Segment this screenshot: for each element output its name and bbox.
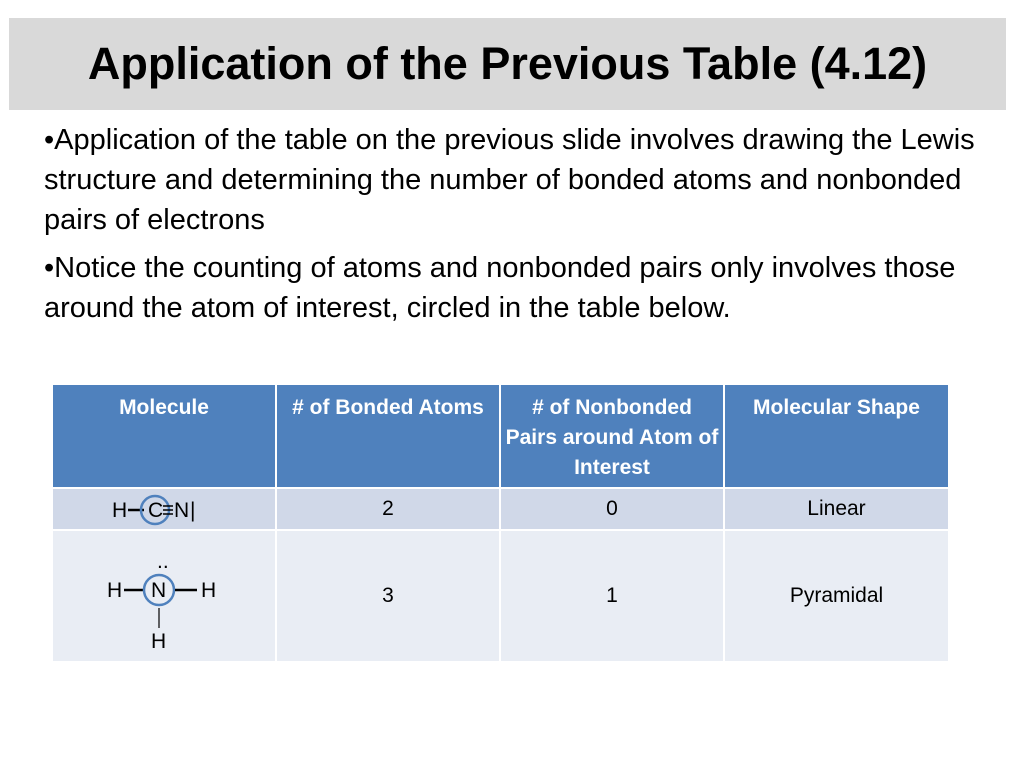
shape-cell: Linear xyxy=(724,488,949,530)
atom-n: N xyxy=(151,579,167,602)
bullet-text: Application of the table on the previous slide involves drawing the Lewis structure and determining the number of bonded atoms and nonbonded pairs of electrons xyxy=(44,124,975,236)
bullet-item xyxy=(44,248,1004,328)
bullet-item xyxy=(44,120,1004,240)
table-row xyxy=(52,488,949,530)
header-molecule: Molecule xyxy=(52,384,276,488)
atom-h-bottom: H xyxy=(151,630,167,652)
bonded-atoms-cell: 2 xyxy=(276,488,500,530)
molecule-shape-table xyxy=(51,383,950,663)
nonbonded-pairs-cell: 0 xyxy=(500,488,724,530)
hcn-lewis-structure xyxy=(104,491,224,527)
atom-c: C xyxy=(148,499,164,522)
title-bar xyxy=(9,18,1006,110)
shape-cell: Pyramidal xyxy=(724,530,949,662)
lone-pair: .. xyxy=(157,550,169,573)
atom-h: H xyxy=(112,499,128,522)
nh3-lewis-structure xyxy=(99,540,229,652)
molecule-cell xyxy=(52,488,276,530)
molecule-cell xyxy=(52,530,276,662)
bullet-list xyxy=(44,120,1004,336)
bullet-mark: • xyxy=(44,124,55,156)
table-row xyxy=(52,530,949,662)
atom-n: N xyxy=(174,499,190,522)
slide-title: Application of the Previous Table (4.12) xyxy=(87,38,928,89)
header-nonbonded-pairs: # of Nonbonded Pairs around Atom of Interest xyxy=(500,384,724,488)
atom-h-left: H xyxy=(107,579,123,602)
nonbonded-pairs-cell: 1 xyxy=(500,530,724,662)
bullet-mark: • xyxy=(44,252,55,284)
bullet-text: Notice the counting of atoms and nonbonded pairs only involves those around the atom of interest, circled in the table below. xyxy=(44,252,956,324)
atom-h-right: H xyxy=(201,579,217,602)
table-header-row xyxy=(52,384,949,488)
header-bonded-atoms: # of Bonded Atoms xyxy=(276,384,500,488)
header-molecular-shape: Molecular Shape xyxy=(724,384,949,488)
lone-pair-bar: | xyxy=(190,499,196,522)
bonded-atoms-cell: 3 xyxy=(276,530,500,662)
